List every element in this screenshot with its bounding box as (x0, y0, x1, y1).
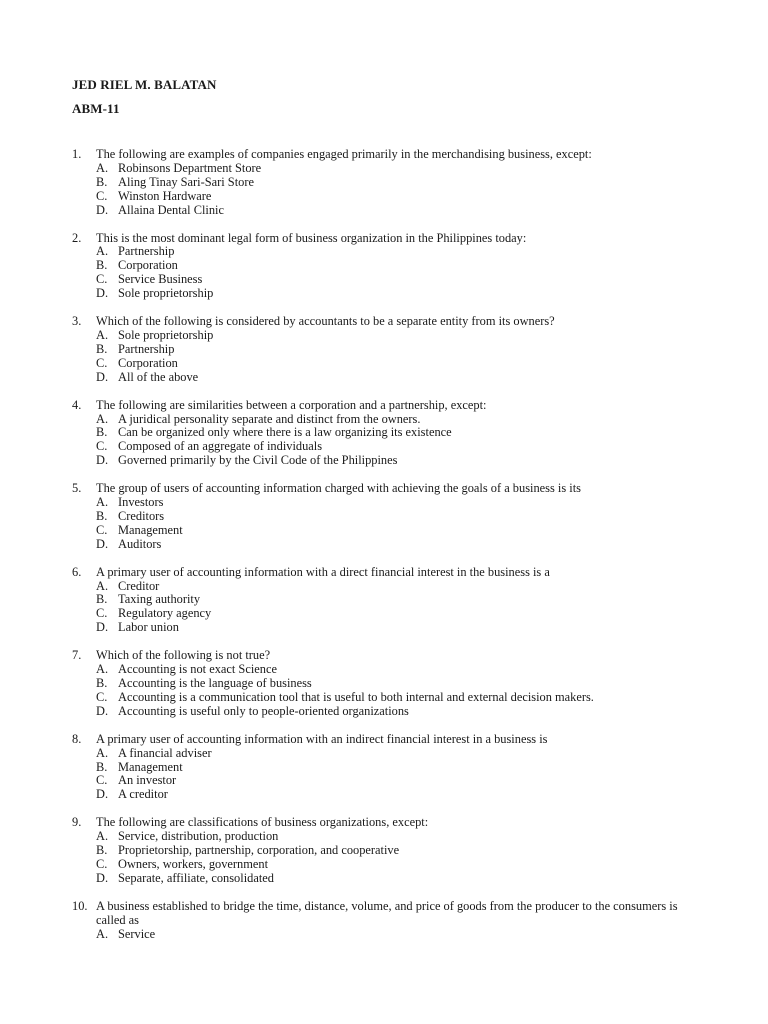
choice-text: A juridical personality separate and distinct from the owners. (118, 411, 421, 426)
question-text: The following are classifications of business organizations, except: (96, 815, 429, 830)
question-row (72, 482, 702, 496)
choice-text: Service (118, 926, 156, 941)
choice-text: Governed primarily by the Civil Code of the Philippines (118, 453, 398, 468)
choice-letter: D. (96, 870, 109, 885)
choice-text: Taxing authority (118, 592, 201, 607)
choice-text: Separate, affiliate, consolidated (118, 870, 274, 885)
choice-text: Service, distribution, production (118, 829, 279, 844)
question-row (72, 649, 702, 663)
question-list (72, 148, 702, 956)
choice-letter: A. (96, 662, 109, 677)
choice-item (96, 858, 702, 872)
choice-letter: B. (96, 508, 108, 523)
choice-item (96, 761, 702, 775)
choice-text: Creditor (118, 578, 160, 593)
question-number: 7. (72, 648, 82, 663)
choice-letter: B. (96, 592, 108, 607)
choice-text: Sole proprietorship (118, 286, 214, 301)
choice-item (96, 788, 702, 802)
question-row (72, 900, 702, 928)
choice-text: Allaina Dental Clinic (118, 202, 224, 217)
choice-letter: A. (96, 829, 109, 844)
choice-letter: A. (96, 160, 109, 175)
choice-text: Aling Tinay Sari-Sari Store (118, 174, 254, 189)
choice-item (96, 426, 702, 440)
choice-text: All of the above (118, 369, 199, 384)
question-item (72, 232, 702, 302)
choice-letter: D. (96, 703, 109, 718)
choice-list (96, 162, 702, 218)
choice-item (96, 329, 702, 343)
choice-letter: A. (96, 244, 109, 259)
question-number: 6. (72, 564, 82, 579)
choice-text: Auditors (118, 536, 162, 551)
choice-item (96, 677, 702, 691)
choice-item (96, 593, 702, 607)
question-number: 10. (72, 898, 88, 913)
question-number: 2. (72, 230, 82, 245)
choice-item (96, 607, 702, 621)
choice-letter: D. (96, 787, 109, 802)
choice-text: Partnership (118, 341, 175, 356)
choice-letter: C. (96, 522, 108, 537)
question-item (72, 148, 702, 218)
choice-text: Partnership (118, 244, 175, 259)
question-text: The following are examples of companies engaged primarily in the merchandising business, except: (96, 147, 592, 161)
choice-text: Robinsons Department Store (118, 160, 262, 175)
question-text: The group of users of accounting information charged with achieving the goals of a business is its (96, 481, 581, 496)
question-number: 1. (72, 147, 82, 161)
choice-list (96, 580, 702, 636)
choice-item (96, 844, 702, 858)
question-item (72, 482, 702, 552)
choice-letter: B. (96, 843, 108, 858)
question-text: A primary user of accounting information with an indirect financial interest in a business is (96, 731, 548, 746)
question-number: 5. (72, 481, 82, 496)
choice-letter: B. (96, 676, 108, 690)
question-item (72, 399, 702, 469)
question-item (72, 566, 702, 636)
choice-letter: A. (96, 926, 109, 941)
choice-text: Accounting is not exact Science (118, 662, 277, 677)
question-number: 9. (72, 815, 82, 830)
question-text: Which of the following is not true? (96, 648, 271, 663)
question-text: This is the most dominant legal form of business organization in the Philippines today: (96, 230, 527, 245)
choice-text: Creditors (118, 508, 165, 523)
choice-text: A creditor (118, 787, 168, 802)
choice-item (96, 705, 702, 719)
choice-text: Owners, workers, government (118, 856, 269, 871)
question-item (72, 900, 702, 942)
choice-list (96, 663, 702, 719)
question-text: The following are similarities between a corporation and a partnership, except: (96, 397, 487, 412)
choice-item (96, 245, 702, 259)
choice-text: Corporation (118, 258, 178, 273)
choice-text: Accounting is a communication tool that is useful to both internal and external decision makers. (118, 689, 594, 704)
choice-item (96, 204, 702, 218)
question-number: 3. (72, 314, 82, 329)
choice-letter: A. (96, 578, 109, 593)
choice-item (96, 830, 702, 844)
choice-item (96, 747, 702, 761)
choice-item (96, 524, 702, 538)
choice-item (96, 162, 702, 176)
question-number: 4. (72, 397, 82, 412)
choice-letter: A. (96, 411, 109, 426)
choice-text: Corporation (118, 355, 178, 370)
choice-text: Management (118, 759, 183, 774)
question-item (72, 315, 702, 385)
choice-item (96, 413, 702, 427)
choice-item (96, 663, 702, 677)
question-text: A business established to bridge the time, distance, volume, and price of goods from the producer to the consumers is called as (96, 898, 678, 927)
choice-item (96, 357, 702, 371)
choice-item (96, 259, 702, 273)
choice-item (96, 440, 702, 454)
question-text: A primary user of accounting information with a direct financial interest in the business is a (96, 564, 550, 579)
choice-item (96, 928, 702, 942)
choice-letter: C. (96, 272, 108, 287)
choice-item (96, 621, 702, 635)
choice-text: Proprietorship, partnership, corporation, and cooperative (118, 843, 400, 858)
choice-item (96, 510, 702, 524)
choice-item (96, 538, 702, 552)
choice-text: A financial adviser (118, 745, 212, 760)
choice-letter: D. (96, 202, 109, 217)
question-number: 8. (72, 731, 82, 746)
choice-item (96, 496, 702, 510)
choice-letter: B. (96, 174, 108, 189)
choice-letter: D. (96, 286, 109, 301)
question-row (72, 566, 702, 580)
choice-list (96, 245, 702, 301)
choice-letter: D. (96, 369, 109, 384)
choice-letter: B. (96, 258, 108, 273)
choice-item (96, 774, 702, 788)
choice-list (96, 830, 702, 886)
choice-item (96, 287, 702, 301)
choice-item (96, 176, 702, 190)
choice-letter: C. (96, 606, 108, 621)
choice-list (96, 496, 702, 552)
question-item (72, 733, 702, 803)
choice-item (96, 454, 702, 468)
choice-text: Accounting is useful only to people-oriented organizations (118, 703, 409, 718)
choice-letter: C. (96, 439, 108, 454)
choice-letter: A. (96, 495, 109, 510)
choice-letter: A. (96, 327, 109, 342)
choice-letter: D. (96, 536, 109, 551)
choice-text: Sole proprietorship (118, 327, 214, 342)
choice-letter: B. (96, 759, 108, 774)
choice-text: Investors (118, 495, 164, 510)
choice-text: Winston Hardware (118, 188, 212, 203)
choice-letter: D. (96, 453, 109, 468)
choice-item (96, 190, 702, 204)
question-row (72, 232, 702, 246)
choice-list (96, 928, 702, 942)
question-row (72, 733, 702, 747)
choice-letter: C. (96, 856, 108, 871)
student-name: JED RIEL M. BALATAN (72, 77, 217, 92)
choice-text: An investor (118, 773, 177, 788)
choice-text: Management (118, 522, 183, 537)
choice-text: Accounting is the language of business (118, 676, 312, 690)
choice-letter: C. (96, 689, 108, 704)
choice-letter: C. (96, 355, 108, 370)
choice-list (96, 413, 702, 469)
question-text: Which of the following is considered by accountants to be a separate entity from its owners? (96, 314, 555, 329)
choice-text: Can be organized only where there is a law organizing its existence (118, 425, 452, 440)
question-row (72, 315, 702, 329)
choice-letter: B. (96, 341, 108, 356)
choice-item (96, 273, 702, 287)
question-item (72, 649, 702, 719)
choice-text: Service Business (118, 272, 203, 287)
choice-letter: D. (96, 620, 109, 635)
choice-list (96, 329, 702, 385)
student-section: ABM-11 (72, 101, 120, 116)
choice-item (96, 872, 702, 886)
choice-text: Regulatory agency (118, 606, 212, 621)
choice-item (96, 691, 702, 705)
question-row (72, 399, 702, 413)
question-item (72, 816, 702, 886)
choice-item (96, 371, 702, 385)
choice-letter: C. (96, 188, 108, 203)
choice-text: Composed of an aggregate of individuals (118, 439, 323, 454)
choice-letter: A. (96, 745, 109, 760)
question-row (72, 816, 702, 830)
question-row (72, 148, 702, 162)
choice-list (96, 747, 702, 803)
choice-letter: B. (96, 425, 108, 440)
choice-letter: C. (96, 773, 108, 788)
choice-item (96, 580, 702, 594)
choice-item (96, 343, 702, 357)
choice-text: Labor union (118, 620, 179, 635)
